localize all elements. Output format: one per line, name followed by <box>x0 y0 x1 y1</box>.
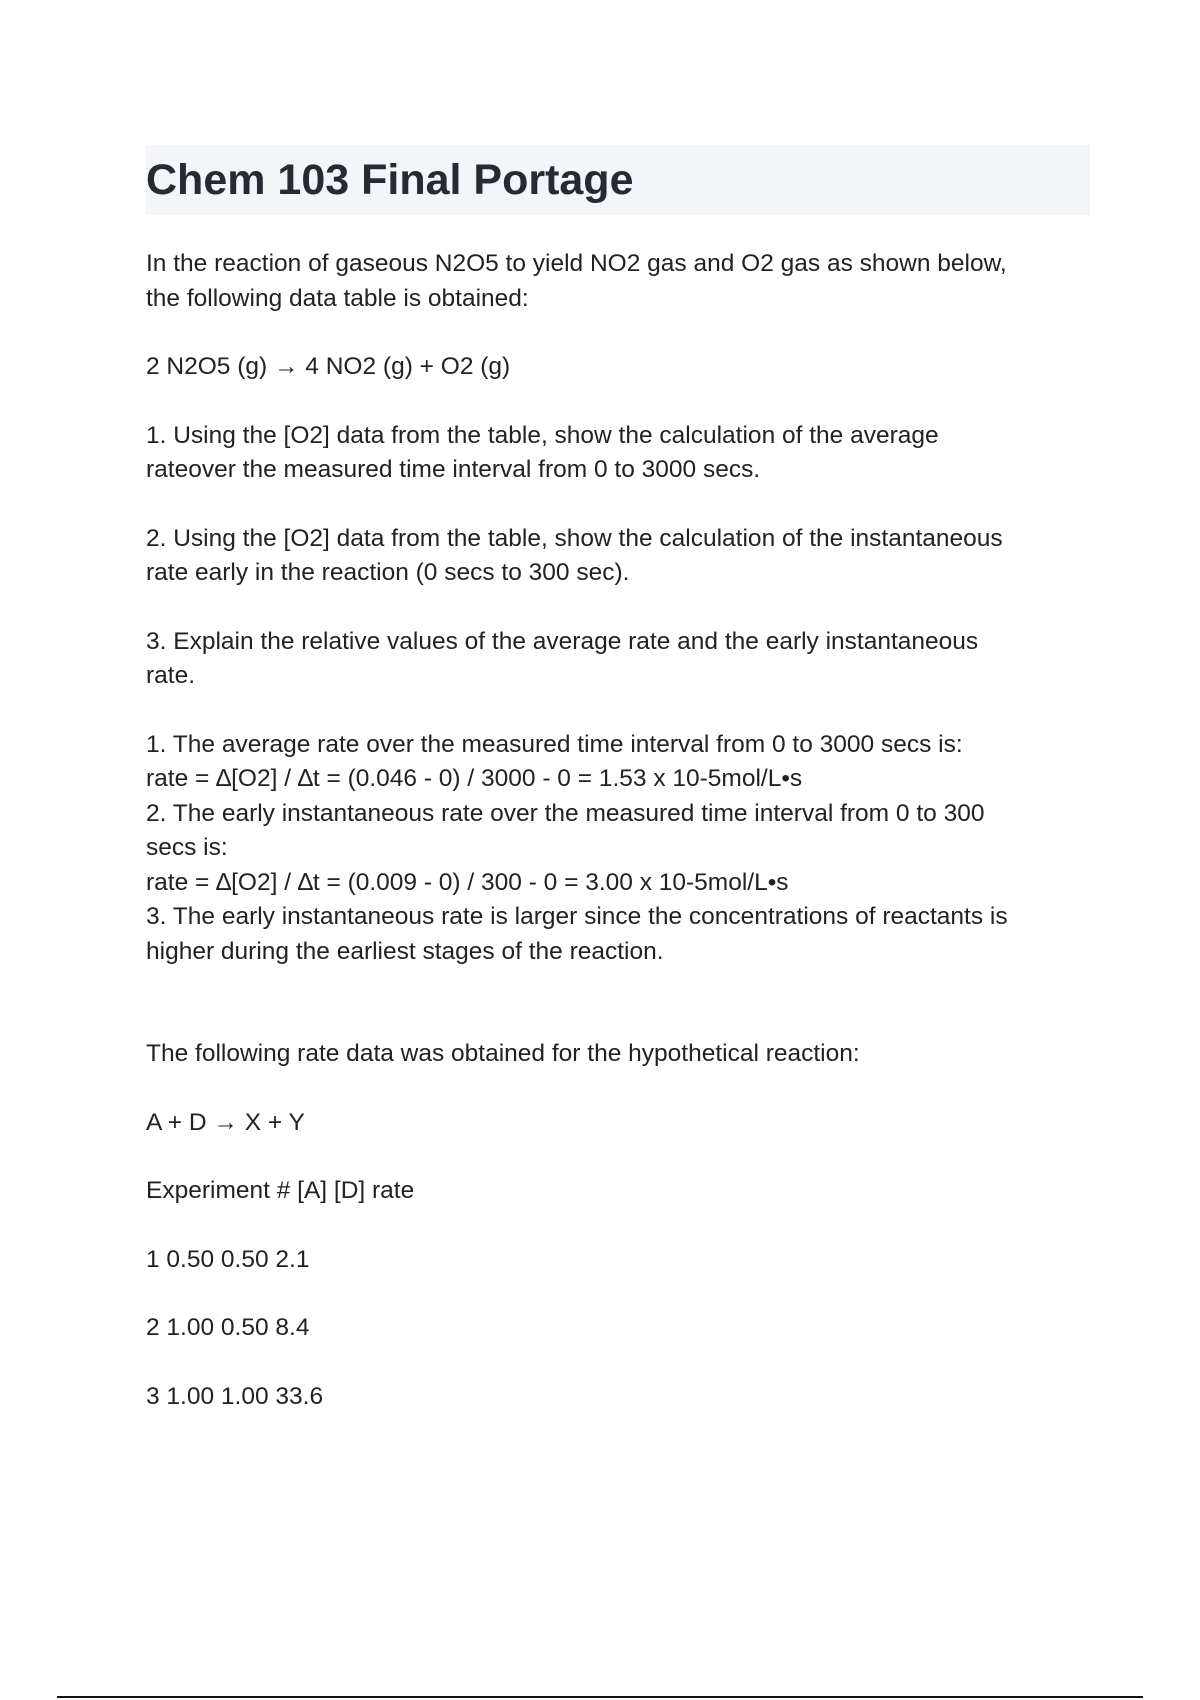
question-line: rate. <box>146 662 196 689</box>
document-page <box>146 145 1090 1414</box>
question-line: rate early in the reaction (0 secs to 300 sec). <box>146 559 630 586</box>
page-title: Chem 103 Final Portage <box>146 155 634 204</box>
rate-table-row: 1 0.50 0.50 2.1 <box>146 1245 310 1273</box>
question-3 <box>146 625 1090 694</box>
answer-line: rate = ∆[O2] / ∆t = (0.046 - 0) / 3000 - 0 = 1.53 x 10-5mol/L•s <box>146 765 803 792</box>
rate-table-row: 2 1.00 0.50 8.4 <box>146 1314 310 1341</box>
rate-table-row: 3 1.00 1.00 33.6 <box>146 1382 324 1410</box>
question-line: 3. Explain the relative values of the average rate and the early instantaneous <box>146 627 979 655</box>
question-line: 2. Using the [O2] data from the table, show the calculation of the instantaneous <box>146 524 1003 552</box>
reaction-equation-2: A + D → X + Y <box>146 1108 305 1136</box>
answer-line: rate = ∆[O2] / ∆t = (0.009 - 0) / 300 - 0 = 3.00 x 10-5mol/L•s <box>146 868 789 896</box>
question-line: rateover the measured time interval from 0 to 3000 secs. <box>146 456 761 483</box>
answer-line: 2. The early instantaneous rate over the measured time interval from 0 to 300 <box>146 799 985 827</box>
question-line: 1. Using the [O2] data from the table, show the calculation of the average <box>146 421 939 449</box>
intro-paragraph <box>146 247 1090 316</box>
intro-line: the following data table is obtained: <box>146 284 529 312</box>
rate-data-intro: The following rate data was obtained for the hypothetical reaction: <box>146 1040 860 1067</box>
intro-line: In the reaction of gaseous N2O5 to yield NO2 gas and O2 gas as shown below, <box>146 250 1007 277</box>
question-1 <box>146 419 1090 488</box>
question-2 <box>146 522 1090 591</box>
answer-line: secs is: <box>146 834 228 861</box>
title-bar <box>146 145 1090 215</box>
reaction-equation-1: 2 N2O5 (g) → 4 NO2 (g) + O2 (g) <box>146 353 511 380</box>
rate-table-header: Experiment # [A] [D] rate <box>146 1177 415 1204</box>
answer-line: 1. The average rate over the measured time interval from 0 to 3000 secs is: <box>146 730 963 758</box>
answers-block <box>146 728 1090 970</box>
answer-line: 3. The early instantaneous rate is larger since the concentrations of reactants is <box>146 903 1008 930</box>
answer-line: higher during the earliest stages of the reaction. <box>146 937 664 965</box>
footer-divider <box>57 1696 1143 1698</box>
